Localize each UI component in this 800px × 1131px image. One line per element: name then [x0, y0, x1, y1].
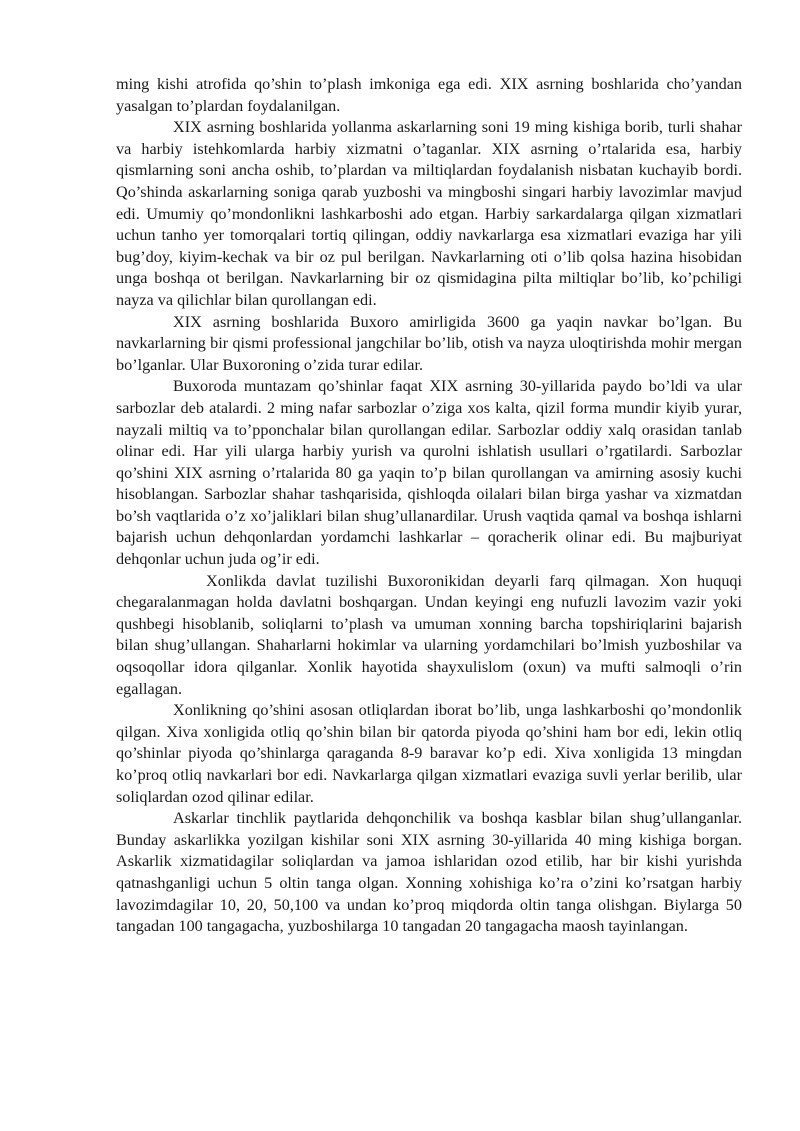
paragraph-khanate-structure: Xonlikda davlat tuzilishi Buxoronikidan deyarli farq qilmagan. Xon huquqi chegaralanmagan holda davlatni boshqargan. Undan keyingi eng nufuzli lavozim vazir yoki qushbegi hisoblanib, soliqlarni to’plash va umuman xonning barcha topshiriqlarini bajarish bilan shug’ullangan. Shaharlarni hokimlar va ularning yordamchilari bo’lmish yuzboshilar va oqsoqollar idora qilganlar. Xonlik hayotida shayxulislom (oxun) va mufti salmoqli o’rin egallagan.	[116, 571, 742, 698]
paragraph-bukhara-navkars: XIX asrning boshlarida Buxoro amirligida 3600 ga yaqin navkar bo’lgan. Bu navkarlarning bir qismi professional jangchilar bo’lib, otish va nayza uloqtirishda mohir mergan bo’lganlar. Ular Buxoroning o’zida turar edilar.	[116, 312, 742, 374]
paragraph-hired-soldiers: XIX asrning boshlarida yollanma askarlarning soni 19 ming kishiga borib, turli shahar va harbiy istehkomlarda harbiy xizmatni o’taganlar. XIX asrning o’rtalarida esa, harbiy qismlarning soni ancha oshib, to’plardan va miltiqlardan foydalanish nisbatan kuchayib bordi. Qo’shinda askarlarning soniga qarab yuzboshi va mingboshi singari harbiy lavozimlar mavjud edi. Umumiy qo’mondonlikni lashkarboshi ado etgan. Harbiy sarkardalarga qilgan xizmatlari uchun tanho yer tomorqalari tortiq qilingan, oddiy navkarlarga esa xizmatlari evaziga har yili bug’doy, kiyim-kechak va bir oz pul berilgan. Navkarlarning oti o’lib qolsa hazina hisobidan unga boshqa ot berilgan. Navkarlarning bir oz qismidagina pilta miltiqlar bo’lib, ko’pchiligi nayza va qilichlar bilan qurollangan edi.	[116, 118, 742, 309]
paragraph-khiva-army: Xonlikning qo’shini asosan otliqlardan iborat bo’lib, unga lashkarboshi qo’mondonlik qilgan. Xiva xonligida otliq qo’shin bilan bir qatorda piyoda qo’shini ham bor edi, lekin otliq qo’shinlar piyoda qo’shinlarga qaraganda 8-9 baravar ko’p edi. Xiva xonligida 13 mingdan ko’proq otliq navkarlari bor edi. Navkarlarga qilgan xizmatlari evaziga suvli yerlar berilib, ular soliqlardan ozod qilinar edilar.	[116, 701, 742, 806]
paragraph-sarbozlar: Buxoroda muntazam qo’shinlar faqat XIX asrning 30-yillarida paydo bo’ldi va ular sarbozlar deb atalardi. 2 ming nafar sarbozlar o’ziga xos kalta, qizil forma mundir kiyib yurar, nayzali miltiq va to’pponchalar bilan qurollangan edilar. Sarbozlar oddiy xalq orasidan tanlab olinar edi. Har yili ularga harbiy yurish va qurolni ishlatish usullari o’rgatilardi. Sarbozlar qo’shini XIX asrning o’rtalarida 80 ga yaqin to’p bilan qurollangan va amirning asosiy kuchi hisoblangan. Sarbozlar shahar tashqarisida, qishloqda oilalari bilan birga yashar va xizmatdan bo’sh vaqtlarida o’z xo’jaliklari bilan shug’ullanardilar. Urush vaqtida qamal va boshqa ishlarni bajarish uchun dehqonlardan yordamchi lashkarlar – qoracherik olinar edi. Bu majburiyat dehqonlar uchun juda og’ir edi.	[116, 377, 742, 569]
paragraph-soldiers-pay: Askarlar tinchlik paytlarida dehqonchilik va boshqa kasblar bilan shug’ullanganlar. Bunday askarlikka yozilgan kishilar soni XIX asrning 30-yillarida 40 ming kishiga borgan. Askarlik xizmatidagilar soliqlardan va jamoa ishlaridan ozod etilib, har bir kishi yurishda qatnashganligi uchun 5 oltin tanga olgan. Xonning xohishiga ko’ra o’zini ko’rsatgan harbiy lavozimdagilar 10, 20, 50,100 va undan ko’proq miqdorda oltin tanga olishgan. Biylarga 50 tangadan 100 tangagacha, yuzboshilarga 10 tangadan 20 tangagacha maosh tayinlangan.	[116, 809, 742, 936]
paragraph-continuation: ming kishi atrofida qo’shin to’plash imkoniga ega edi. XIX asrning boshlarida cho’yandan yasalgan to’plardan foydalanilgan.	[116, 75, 742, 115]
document-page	[116, 74, 742, 938]
